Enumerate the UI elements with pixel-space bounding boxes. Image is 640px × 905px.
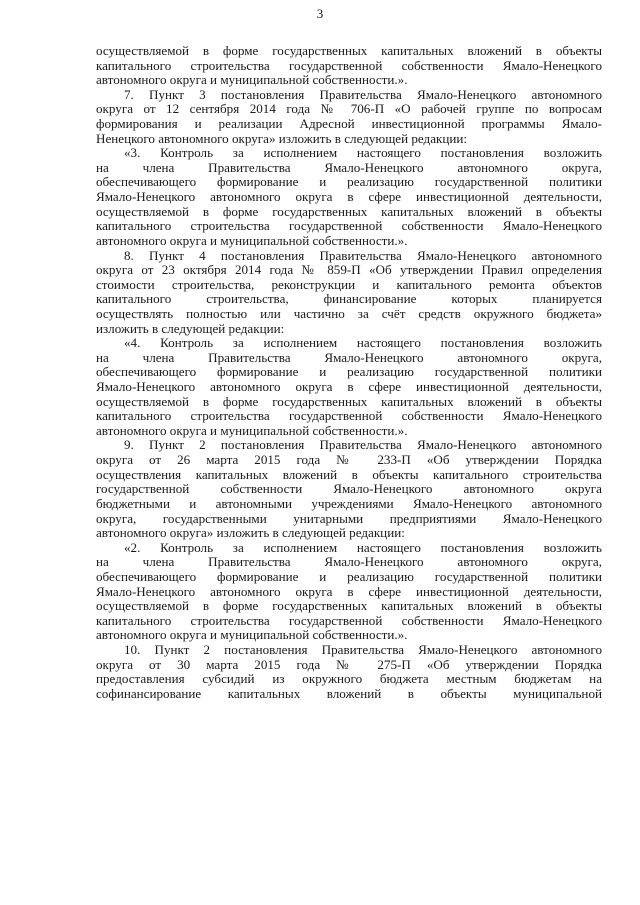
text-line: Ямало-Ненецкого автономного округа в сфере инвестиционной деятельности, xyxy=(96,379,602,395)
text-line: бюджетными и автономными учреждениями Ямало-Ненецкого автономного xyxy=(96,495,602,511)
text-line: капитального строительства государственной собственности Ямало-Ненецкого xyxy=(96,408,602,424)
text-line: осуществлять полностью или частично за счёт средств окружного бюджета» xyxy=(96,305,602,321)
text-line: формирования и реализации Адресной инвестиционной программы Ямало- xyxy=(96,116,602,132)
text-line: 8. Пункт 4 постановления Правительства Ямало-Ненецкого автономного xyxy=(124,247,602,263)
text-line: «4. Контроль за исполнением настоящего постановления возложить xyxy=(124,335,602,351)
page-number: 3 xyxy=(316,6,324,21)
text-line: предоставления субсидий из окружного бюджета местным бюджетам на xyxy=(96,671,602,687)
text-line: капитального строительства государственной собственности Ямало-Ненецкого xyxy=(96,218,602,234)
text-line: государственной собственности Ямало-Ненецкого автономного округа xyxy=(96,481,602,497)
text-line: Ямало-Ненецкого автономного округа в сфере инвестиционной деятельности, xyxy=(96,583,602,599)
text-line: 9. Пункт 2 постановления Правительства Ямало-Ненецкого автономного xyxy=(124,437,602,453)
text-line: осуществляемой в форме государственных капитальных вложений в объекты xyxy=(96,598,602,614)
text-line: обеспечивающего формирование и реализацию государственной политики xyxy=(96,364,602,380)
text-line: софинансирование капитальных вложений в объекты муниципальной xyxy=(96,685,602,701)
text-line: «3. Контроль за исполнением настоящего постановления возложить xyxy=(124,145,602,161)
text-line: осуществляемой в форме государственных капитальных вложений в объекты xyxy=(96,43,602,58)
document-body xyxy=(96,44,602,701)
text-line: на члена Правительства Ямало-Ненецкого автономного округа, xyxy=(96,554,602,570)
text-line: Ненецкого автономного округа» изложить в следующей редакции: xyxy=(96,130,468,146)
text-line: обеспечивающего формирование и реализацию государственной политики xyxy=(96,174,602,190)
text-line: осуществляемой в форме государственных капитальных вложений в объекты xyxy=(96,393,602,409)
text-line: округа от 30 марта 2015 года № 275-П «Об утверждении Порядка xyxy=(96,656,602,672)
text-line: автономного округа и муниципальной собственности.». xyxy=(96,72,408,88)
text-line: на члена Правительства Ямало-Ненецкого автономного округа, xyxy=(96,349,602,365)
text-line: капитального строительства, финансирование которых планируется xyxy=(96,291,602,307)
text-line: округа, государственными унитарными предприятиями Ямало-Ненецкого xyxy=(96,510,602,526)
text-line: автономного округа» изложить в следующей редакции: xyxy=(96,525,405,541)
text-line: капитального строительства государственной собственности Ямало-Ненецкого xyxy=(96,57,602,73)
text-line: стоимости строительства, реконструкции и капитального ремонта объектов xyxy=(96,276,602,292)
text-line: 7. Пункт 3 постановления Правительства Ямало-Ненецкого автономного xyxy=(124,86,602,102)
text-line: 10. Пункт 2 постановления Правительства Ямало-Ненецкого автономного xyxy=(124,641,602,657)
text-line: автономного округа и муниципальной собственности.». xyxy=(96,422,408,438)
text-line: автономного округа и муниципальной собственности.». xyxy=(96,627,408,643)
text-line: Ямало-Ненецкого автономного округа в сфере инвестиционной деятельности, xyxy=(96,189,602,205)
text-line: капитального строительства государственной собственности Ямало-Ненецкого xyxy=(96,612,602,628)
text-line: на члена Правительства Ямало-Ненецкого автономного округа, xyxy=(96,159,602,175)
text-line: «2. Контроль за исполнением настоящего постановления возложить xyxy=(124,539,602,555)
text-line: округа от 26 марта 2015 года № 233-П «Об утверждении Порядка xyxy=(96,452,602,468)
text-line: осуществления капитальных вложений в объекты капитального строительства xyxy=(96,466,602,482)
text-line: округа от 12 сентября 2014 года № 706-П «О рабочей группе по вопросам xyxy=(96,101,602,117)
text-line: автономного округа и муниципальной собственности.». xyxy=(96,232,408,248)
text-line: округа от 23 октября 2014 года № 859-П «Об утверждении Правил определения xyxy=(96,262,602,278)
text-line: обеспечивающего формирование и реализацию государственной политики xyxy=(96,568,602,584)
text-line: осуществляемой в форме государственных капитальных вложений в объекты xyxy=(96,203,602,219)
text-line: изложить в следующей редакции: xyxy=(96,320,285,336)
